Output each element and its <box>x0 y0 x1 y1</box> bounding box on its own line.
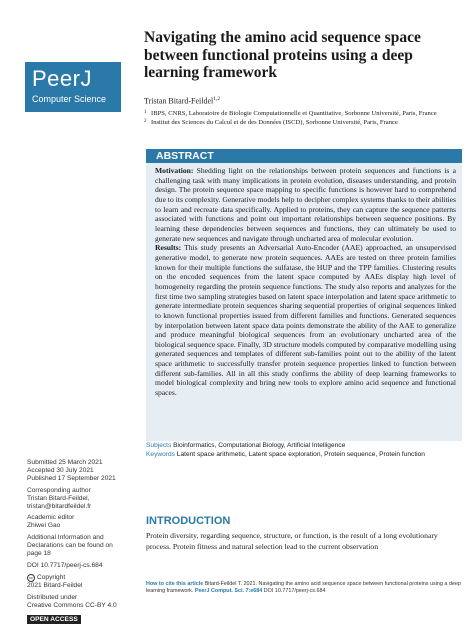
abstract-body <box>146 163 462 441</box>
affiliation-text: IBPS, CNRS, Laboratoire de Biologie Computationnelle et Quantitative, Sorbonne Université, Paris, France <box>151 110 437 117</box>
affiliation-text: Institut des Sciences du Calcul et de des Données (ISCD), Sorbonne Université, Paris, France <box>151 119 398 127</box>
additional-info-line-1: Additional Information and <box>27 534 104 542</box>
affiliation-2 <box>144 119 462 127</box>
sidebar-doi[interactable]: DOI 10.7717/peerj-cs.684 <box>27 561 103 569</box>
author-name[interactable]: Tristan Bitard-Feildel <box>144 96 214 106</box>
abstract-heading: ABSTRACT <box>146 149 462 163</box>
additional-info-block <box>27 534 132 558</box>
results-label: Results: <box>155 243 182 253</box>
copyright-row <box>27 574 132 582</box>
motivation-text: Shedding light on the relationships between protein sequences and functions is a challenging task with many implications in protein evolution, diseases understanding, and protein design. The protein sequence space mapping to specific functions is however hard to comprehend due to its complexity. Generative models help to decipher complex systems thanks to their abilities to learn and recreate data specifically. Applied to proteins, they can capture the sequence patterns associated with functions and point out important relationships between sequence positions. By learning these dependencies between sequences and functions, they can ultimately be used to generate new sequences and navigate through uncharted area of molecular evolution. <box>155 166 456 243</box>
affiliations <box>144 110 462 127</box>
corresponding-label: Corresponding author <box>27 486 91 494</box>
affiliation-number: 2 <box>144 119 147 125</box>
subjects-row <box>146 442 464 451</box>
subjects-label: Subjects <box>146 442 172 449</box>
citation-footer <box>146 581 464 595</box>
cite-text: Bitard-Feildel T. 2021. Navigating the amino acid sequence space between functional proteins using a deep learning framework. <box>146 581 461 594</box>
subjects-text[interactable]: Bioinformatics, Computational Biology, Artificial Intelligence <box>173 442 346 449</box>
logo-wordmark: PeerJ <box>32 66 92 91</box>
author-affil-marks: 1,2 <box>213 96 221 102</box>
keywords-text: Latent space arithmetic, Latent space exploration, Protein sequence, Protein function <box>176 450 425 458</box>
abstract-motivation <box>155 166 456 243</box>
affiliation-1 <box>144 110 462 118</box>
results-text: This study presents an Adversarial Auto-Encoder (AAE) approached, an unsupervised generative model, to generate new protein sequences. AAEs are tested on three protein families known for their multiple functions the sulfatase, the HUP and the TPP families. Clustering results on the encoded sequences from the latent space computed by AAEs display high level of homogeneity regarding the protein sequence functions. The study also reports and analyzes for the first time two sampling strategies based on latent space interpolation and latent space arithmetic to generate intermediate protein sequences sharing sequential properties of original sequences linked to known functional properties issued from different families and functions. Generated sequences by interpolation between latent space data points demonstrate the ability of the AAE to generalize and produce meaningful biological sequences from an evolutionary uncharted area of the biological sequence space. Finally, 3D structure models computed by comparative modelling using generated sequences and templates of different sub-families point out to the ability of the latent space arithmetic to successfully transfer protein sequence properties linked to function between different sub-families. All in all this study confirms the ability of deep learning frameworks to model biological complexity and bring new tools to explore amino acid sequence and functional spaces. <box>155 243 456 398</box>
submitted-date: Submitted 25 March 2021 <box>27 459 103 466</box>
article-title: Navigating the amino acid sequence space between functional proteins using a deep learning framework <box>144 29 421 81</box>
additional-info-line-2: Declarations can be found on <box>27 542 113 550</box>
additional-info-line-3: page 18 <box>27 550 51 558</box>
cite-doi[interactable]: DOI 10.7717/peerj-cs.684 <box>262 588 326 594</box>
dates-block <box>27 459 132 483</box>
logo-subtitle: Computer Science <box>32 94 107 104</box>
corresponding-name: Tristan Bitard-Feildel, <box>27 494 90 502</box>
editor-block <box>27 514 132 530</box>
motivation-label: Motivation: <box>155 166 194 175</box>
affiliation-number: 1 <box>144 110 147 115</box>
copyright-block <box>27 574 132 590</box>
article-sidebar <box>27 459 132 624</box>
author-line <box>144 94 220 107</box>
editor-name: Zhiwei Gao <box>27 522 61 530</box>
creative-commons-icon: cc <box>29 574 33 580</box>
editor-label: Academic editor <box>27 514 75 522</box>
published-date: Published 17 September 2021 <box>27 474 116 482</box>
keywords-row <box>146 451 464 460</box>
license-line-1: Distributed under <box>27 593 78 601</box>
cite-journal: PeerJ Comput. Sci. 7:e684 <box>194 588 263 594</box>
copyright-text: 2021 Bitard-Feildel <box>27 581 83 589</box>
peerj-logo[interactable] <box>25 62 121 112</box>
subjects-keywords <box>146 442 464 460</box>
license-line-2[interactable]: Creative Commons CC-BY 4.0 <box>27 601 117 609</box>
open-access-badge: OPEN ACCESS <box>27 615 81 624</box>
accepted-date: Accepted 30 July 2021 <box>27 466 94 474</box>
introduction-text: Protein diversity, regarding sequence, structure, or function, is the result of a long evolutionary process. Protein fitness and natural selection lead to the current observation <box>146 531 438 551</box>
copyright-label: Copyright <box>37 573 66 581</box>
corresponding-author-block <box>27 487 132 511</box>
doi-block <box>27 562 132 570</box>
license-block <box>27 594 132 610</box>
introduction-heading: INTRODUCTION <box>146 515 231 527</box>
abstract-results <box>155 243 456 398</box>
corresponding-email[interactable]: tristan@bitardfeildel.fr <box>27 502 92 510</box>
cite-label: How to cite this article <box>146 581 204 587</box>
keywords-label: Keywords <box>146 450 175 458</box>
